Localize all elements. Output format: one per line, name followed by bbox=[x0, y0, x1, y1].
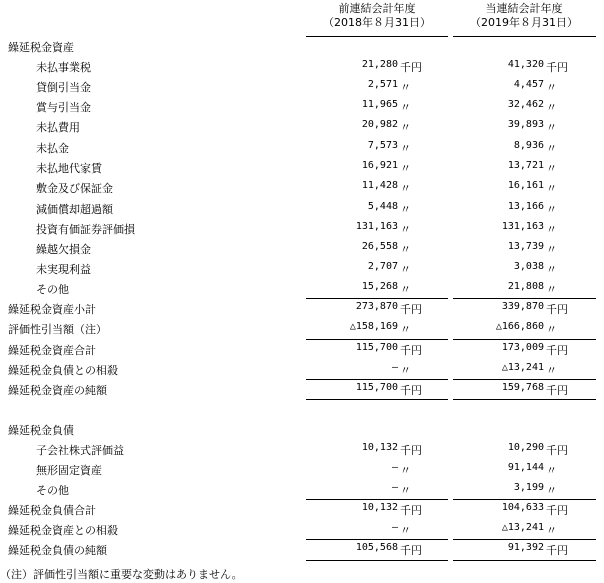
row-label: 未払金 bbox=[36, 142, 69, 155]
rule-line bbox=[306, 379, 448, 380]
row-label: 未実現利益 bbox=[36, 263, 91, 276]
curr-year-unit: 千円 bbox=[546, 544, 568, 557]
table-row bbox=[0, 56, 604, 76]
table-row bbox=[0, 479, 604, 499]
prev-year-value: 26,558 bbox=[361, 241, 398, 252]
table-row bbox=[0, 298, 604, 318]
row-label: 未払費用 bbox=[36, 121, 80, 134]
prev-year-unit: 〃 bbox=[400, 223, 411, 236]
prev-year-value: ― bbox=[391, 362, 398, 373]
curr-year-unit: 〃 bbox=[546, 142, 557, 155]
row-label: 無形固定資産 bbox=[36, 464, 102, 477]
prev-year-date: （2018年８月31日） bbox=[323, 16, 431, 29]
table-row bbox=[0, 419, 604, 439]
curr-year-unit: 千円 bbox=[546, 384, 568, 397]
rule-line bbox=[453, 298, 596, 299]
prev-year-value: 105,568 bbox=[355, 542, 398, 553]
curr-year-date: （2019年８月31日） bbox=[470, 16, 578, 29]
table-row bbox=[0, 76, 604, 96]
prev-year-unit: 〃 bbox=[400, 263, 411, 276]
row-label: 繰延税金資産 bbox=[8, 41, 74, 54]
prev-year-value: 5,448 bbox=[367, 201, 398, 212]
table-row bbox=[0, 238, 604, 258]
prev-year-unit: 千円 bbox=[400, 444, 422, 457]
curr-year-value: 10,290 bbox=[507, 442, 544, 453]
curr-year-unit: 千円 bbox=[546, 504, 568, 517]
prev-year-value: 15,268 bbox=[361, 281, 398, 292]
curr-year-unit: 〃 bbox=[546, 223, 557, 236]
prev-year-unit: 〃 bbox=[400, 524, 411, 537]
rule-line bbox=[306, 560, 448, 561]
table-row bbox=[0, 36, 604, 56]
row-label: 子会社株式評価益 bbox=[36, 444, 124, 457]
prev-year-value: △158,169 bbox=[349, 321, 398, 332]
curr-year-value: 91,144 bbox=[507, 462, 544, 473]
row-label: 繰越欠損金 bbox=[36, 243, 91, 256]
table-row bbox=[0, 318, 604, 338]
table-row bbox=[0, 359, 604, 379]
table-row bbox=[0, 177, 604, 197]
prev-year-unit: 〃 bbox=[400, 464, 411, 477]
row-label: 未払事業税 bbox=[36, 61, 91, 74]
table-row bbox=[0, 439, 604, 459]
prev-year-value: 11,428 bbox=[361, 180, 398, 191]
row-label: 賞与引当金 bbox=[36, 101, 91, 114]
curr-year-value: 159,768 bbox=[501, 382, 544, 393]
curr-year-unit: 千円 bbox=[546, 444, 568, 457]
table-row bbox=[0, 379, 604, 399]
table-row bbox=[0, 258, 604, 278]
curr-year-unit: 〃 bbox=[546, 283, 557, 296]
curr-year-value: 39,893 bbox=[507, 119, 544, 130]
rule-line bbox=[306, 399, 448, 400]
prev-year-value: 10,132 bbox=[361, 502, 398, 513]
prev-year-value: 115,700 bbox=[355, 342, 398, 353]
curr-year-value: 3,199 bbox=[513, 482, 544, 493]
curr-year-value: 8,936 bbox=[513, 140, 544, 151]
row-label: その他 bbox=[36, 484, 69, 497]
table-row bbox=[0, 519, 604, 539]
row-label: 投資有価証券評価損 bbox=[36, 223, 135, 236]
table-row bbox=[0, 198, 604, 218]
prev-year-value: 2,571 bbox=[367, 79, 398, 90]
row-label: 減価償却超過額 bbox=[36, 203, 113, 216]
row-label: 繰延税金資産合計 bbox=[8, 344, 96, 357]
rule-line bbox=[306, 36, 448, 37]
prev-year-unit: 千円 bbox=[400, 384, 422, 397]
table-row bbox=[0, 539, 604, 559]
curr-year-unit: 〃 bbox=[546, 182, 557, 195]
row-label: 繰延税金負債の純額 bbox=[8, 544, 107, 557]
curr-year-value: △166,860 bbox=[495, 321, 544, 332]
row-label: 繰延税金負債 bbox=[8, 424, 74, 437]
curr-year-unit: 〃 bbox=[546, 524, 557, 537]
row-label: 貸倒引当金 bbox=[36, 81, 91, 94]
curr-year-unit: 〃 bbox=[546, 323, 557, 336]
prev-year-unit: 〃 bbox=[400, 182, 411, 195]
row-label: 繰延税金資産との相殺 bbox=[8, 524, 118, 537]
prev-year-value: ― bbox=[391, 462, 398, 473]
footnote: （注）評価性引当額に重要な変動はありません。 bbox=[0, 568, 243, 581]
rule-line bbox=[453, 379, 596, 380]
table-row bbox=[0, 278, 604, 298]
rule-line bbox=[306, 339, 448, 340]
curr-year-unit: 〃 bbox=[546, 263, 557, 276]
prev-year-unit: 〃 bbox=[400, 121, 411, 134]
prev-year-unit: 千円 bbox=[400, 504, 422, 517]
prev-year-value: 273,870 bbox=[355, 301, 398, 312]
curr-year-unit: 〃 bbox=[546, 162, 557, 175]
prev-year-unit: 〃 bbox=[400, 203, 411, 216]
curr-year-value: 41,320 bbox=[507, 59, 544, 70]
prev-year-unit: 〃 bbox=[400, 142, 411, 155]
curr-year-unit: 〃 bbox=[546, 101, 557, 114]
prev-year-value: 20,982 bbox=[361, 119, 398, 130]
rule-line bbox=[306, 298, 448, 299]
curr-year-unit: 千円 bbox=[546, 344, 568, 357]
curr-year-value: 13,739 bbox=[507, 241, 544, 252]
row-label: 繰延税金資産の純額 bbox=[8, 384, 107, 397]
rule-line bbox=[453, 539, 596, 540]
prev-year-unit: 〃 bbox=[400, 484, 411, 497]
prev-year-value: 16,921 bbox=[361, 160, 398, 171]
curr-year-value: 173,009 bbox=[501, 342, 544, 353]
curr-year-value: 21,808 bbox=[507, 281, 544, 292]
prev-year-value: 115,700 bbox=[355, 382, 398, 393]
prev-year-unit: 〃 bbox=[400, 101, 411, 114]
curr-year-value: 339,870 bbox=[501, 301, 544, 312]
prev-year-unit: 千円 bbox=[400, 544, 422, 557]
prev-year-header bbox=[306, 2, 448, 30]
prev-year-unit: 千円 bbox=[400, 61, 422, 74]
curr-year-unit: 千円 bbox=[546, 303, 568, 316]
rule-line bbox=[453, 339, 596, 340]
rule-line bbox=[453, 560, 596, 561]
curr-year-header bbox=[453, 2, 595, 30]
table-row bbox=[0, 137, 604, 157]
prev-year-unit: 〃 bbox=[400, 283, 411, 296]
rule-line bbox=[453, 499, 596, 500]
curr-year-value: 3,038 bbox=[513, 261, 544, 272]
curr-year-value: △13,241 bbox=[501, 522, 544, 533]
prev-year-value: 10,132 bbox=[361, 442, 398, 453]
prev-year-value: ― bbox=[391, 522, 398, 533]
curr-year-value: 131,163 bbox=[501, 221, 544, 232]
prev-year-value: 131,163 bbox=[355, 221, 398, 232]
curr-year-value: 4,457 bbox=[513, 79, 544, 90]
table-row bbox=[0, 96, 604, 116]
table-row bbox=[0, 339, 604, 359]
row-label: その他 bbox=[36, 283, 69, 296]
curr-year-unit: 〃 bbox=[546, 203, 557, 216]
row-label: 敷金及び保証金 bbox=[36, 182, 113, 195]
curr-year-unit: 〃 bbox=[546, 121, 557, 134]
rule-line bbox=[453, 36, 596, 37]
rule-line bbox=[306, 499, 448, 500]
prev-year-unit: 〃 bbox=[400, 364, 411, 377]
row-label: 繰延税金負債合計 bbox=[8, 504, 96, 517]
prev-year-unit: 千円 bbox=[400, 344, 422, 357]
curr-year-value: 13,166 bbox=[507, 201, 544, 212]
rule-line bbox=[306, 539, 448, 540]
curr-year-value: 104,633 bbox=[501, 502, 544, 513]
curr-year-unit: 〃 bbox=[546, 484, 557, 497]
curr-year-title: 当連結会計年度 bbox=[485, 2, 563, 15]
curr-year-unit: 〃 bbox=[546, 364, 557, 377]
table-row bbox=[0, 459, 604, 479]
row-label: 未払地代家賃 bbox=[36, 162, 102, 175]
curr-year-value: △13,241 bbox=[501, 362, 544, 373]
row-label: 繰延税金負債との相殺 bbox=[8, 364, 118, 377]
prev-year-value: 2,707 bbox=[367, 261, 398, 272]
curr-year-value: 13,721 bbox=[507, 160, 544, 171]
prev-year-title: 前連結会計年度 bbox=[338, 2, 416, 15]
table-row bbox=[0, 116, 604, 136]
curr-year-value: 91,392 bbox=[507, 542, 544, 553]
table-row bbox=[0, 157, 604, 177]
prev-year-value: ― bbox=[391, 482, 398, 493]
prev-year-unit: 〃 bbox=[400, 162, 411, 175]
prev-year-unit: 千円 bbox=[400, 303, 422, 316]
table-row bbox=[0, 499, 604, 519]
prev-year-unit: 〃 bbox=[400, 81, 411, 94]
curr-year-value: 32,462 bbox=[507, 99, 544, 110]
curr-year-unit: 千円 bbox=[546, 61, 568, 74]
table-row bbox=[0, 218, 604, 238]
curr-year-value: 16,161 bbox=[507, 180, 544, 191]
prev-year-unit: 〃 bbox=[400, 323, 411, 336]
row-label: 評価性引当額（注） bbox=[8, 323, 107, 336]
row-label: 繰延税金資産小計 bbox=[8, 303, 96, 316]
prev-year-value: 21,280 bbox=[361, 59, 398, 70]
prev-year-value: 11,965 bbox=[361, 99, 398, 110]
curr-year-unit: 〃 bbox=[546, 243, 557, 256]
rule-line bbox=[453, 399, 596, 400]
prev-year-unit: 〃 bbox=[400, 243, 411, 256]
curr-year-unit: 〃 bbox=[546, 81, 557, 94]
prev-year-value: 7,573 bbox=[367, 140, 398, 151]
curr-year-unit: 〃 bbox=[546, 464, 557, 477]
